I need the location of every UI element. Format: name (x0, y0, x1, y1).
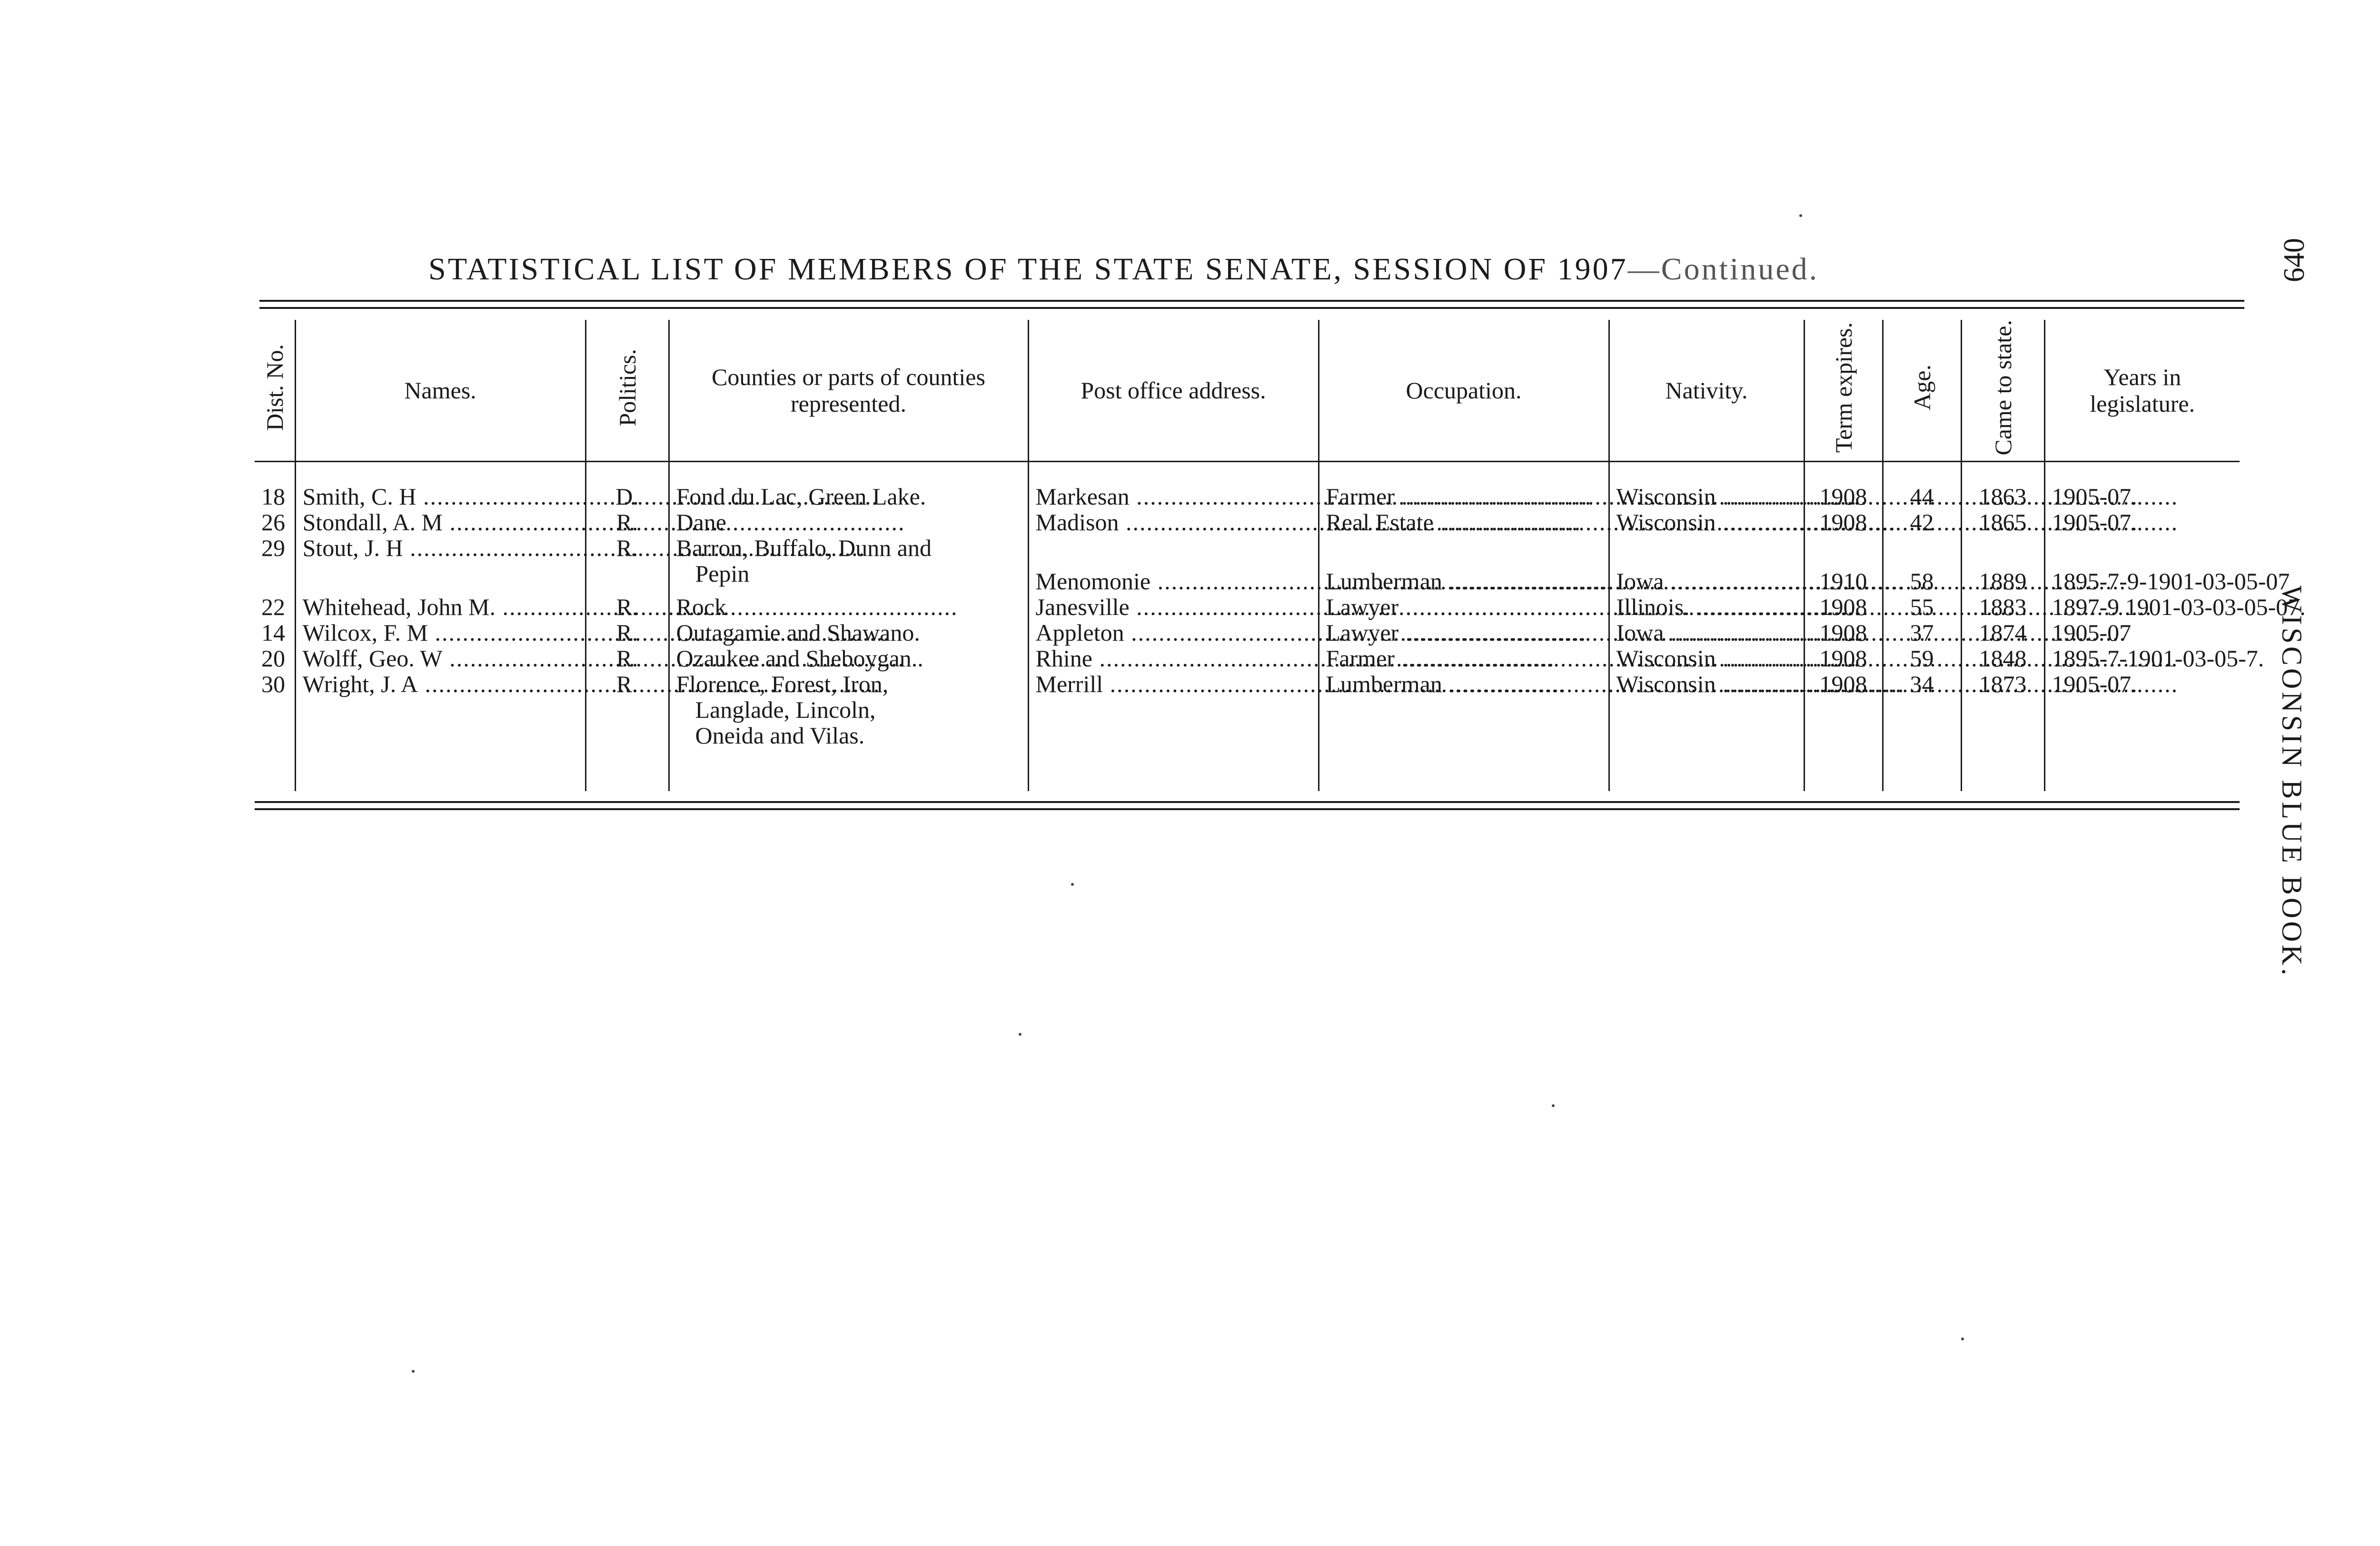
years-in-legislature-cell: 1895-7-1901-03-05-7. (2044, 645, 2240, 671)
name-cell: Whitehead, John M. ..... (295, 594, 585, 620)
print-speck (412, 1370, 415, 1373)
came-to-state-cell: 1883 (1961, 594, 2044, 620)
name-cell: Stondall, A. M ..... (295, 509, 585, 535)
age-cell: 59 (1883, 645, 1961, 671)
dist-no-cell: 22 (261, 593, 285, 620)
header-names: Names. (295, 320, 585, 461)
politics-cell: R. (585, 509, 669, 535)
nativity-cell: Wisconsin ..... (1609, 671, 1804, 791)
came-to-state-cell: 1848 (1961, 645, 2044, 671)
occupation-cell: Farmer ..... (1319, 645, 1609, 671)
occupation-cell: Farmer ..... (1319, 461, 1609, 509)
years-in-legislature-cell: 1897-9 1901-03-03-05-07. (2044, 594, 2240, 620)
dist-no-cell: 14 (261, 619, 285, 646)
post-office-cell: Markesan ..... (1028, 461, 1319, 509)
bottom-rule-inner (255, 808, 2240, 810)
name-cell: Wolff, Geo. W ..... (295, 645, 585, 671)
occupation-cell: Lumberman ..... (1319, 671, 1609, 791)
occupation-cell: Lawyer ..... (1319, 594, 1609, 620)
table-row (255, 645, 2240, 671)
nativity-cell: Wisconsin ..... (1609, 645, 1804, 671)
table-title (428, 251, 2047, 287)
came-to-state-cell: 1863 (1961, 461, 2044, 509)
nativity-cell: Wisconsin ..... (1609, 461, 1804, 509)
nativity-cell: Iowa ..... (1609, 620, 1804, 645)
header-post-office: Post office address. (1028, 320, 1319, 461)
header-term-expires: Term expires. (1804, 320, 1883, 461)
title-main: STATISTICAL LIST OF MEMBERS OF THE STATE SENATE, SESSION OF 1907 (428, 252, 1628, 287)
counties-line: Langlade, Lincoln, (695, 696, 876, 723)
name-cell: Stout, J. H ..... (295, 535, 585, 594)
header-years-in-legislature: Years in legislature. (2044, 320, 2240, 461)
politics-cell: R. (585, 645, 669, 671)
header-occupation: Occupation. (1319, 320, 1609, 461)
page-number: 640 (2278, 238, 2311, 282)
nativity-cell: Wisconsin ..... (1609, 509, 1804, 535)
name-cell: Wilcox, F. M ..... (295, 620, 585, 645)
age-cell: 55 (1883, 594, 1961, 620)
term-expires-cell: 1908 (1804, 509, 1883, 535)
print-speck (1071, 883, 1074, 886)
post-office-cell: Merrill ..... (1028, 671, 1319, 791)
dist-no-cell: 29 (261, 534, 285, 561)
politics-cell: R. (585, 620, 669, 645)
years-in-legislature-cell: 1905-07. (2044, 509, 2240, 535)
counties-line: Florence, Forest, Iron, (676, 670, 889, 697)
term-expires-cell: 1910 (1804, 535, 1883, 594)
politics-cell: R. (585, 594, 669, 620)
politics-cell: R. (585, 671, 669, 791)
counties-line: Dane (676, 508, 726, 535)
name-cell: Wright, J. A ..... (295, 671, 585, 791)
counties-line: Fond du Lac, Green Lake. (676, 483, 926, 510)
print-speck (1799, 214, 1802, 217)
term-expires-cell: 1908 (1804, 461, 1883, 509)
came-to-state-cell: 1874 (1961, 620, 2044, 645)
header-nativity: Nativity. (1609, 320, 1804, 461)
post-office-cell: Rhine ..... (1028, 645, 1319, 671)
occupation-cell: Lawyer ..... (1319, 620, 1609, 645)
name-cell: Smith, C. H ..... (295, 461, 585, 509)
came-to-state-cell: 1889 (1961, 535, 2044, 594)
age-cell: 58 (1883, 535, 1961, 594)
bottom-rule (255, 801, 2240, 803)
nativity-cell: Illinois. ..... (1609, 594, 1804, 620)
table-row (255, 594, 2240, 620)
counties-line: Rock (676, 593, 727, 620)
term-expires-cell: 1908 (1804, 671, 1883, 791)
years-in-legislature-cell: 1905-07. (2044, 461, 2240, 509)
senate-members-table (255, 320, 2306, 791)
counties-line: Pepin (695, 560, 750, 587)
top-rule-inner (259, 307, 2244, 309)
post-office-cell: Menomonie ..... (1028, 535, 1319, 594)
post-office-cell: Madison ..... (1028, 509, 1319, 535)
post-office-cell: Janesville ..... (1028, 594, 1319, 620)
print-speck (1552, 1104, 1555, 1107)
print-speck (1019, 1033, 1021, 1036)
politics-cell: R. (585, 535, 669, 594)
header-politics: Politics. (585, 320, 669, 461)
print-speck (1961, 1338, 1964, 1340)
counties-cell (669, 535, 1028, 594)
counties-line: Barron, Buffalo, Dunn and (676, 534, 932, 561)
header-counties: Counties or parts of counties represented. (669, 320, 1028, 461)
politics-cell: D. (585, 461, 669, 509)
counties-cell (669, 645, 1028, 671)
age-cell: 42 (1883, 509, 1961, 535)
counties-line: Outagamie and Shawano. (676, 619, 920, 646)
counties-line: Oneida and Vilas. (695, 722, 865, 749)
term-expires-cell: 1908 (1804, 645, 1883, 671)
came-to-state-cell: 1865 (1961, 509, 2044, 535)
table-row (255, 509, 2240, 535)
running-head: WISCONSIN BLUE BOOK. (2276, 585, 2308, 978)
age-cell: 44 (1883, 461, 1961, 509)
top-rule (259, 300, 2244, 302)
counties-line: Ozaukee and Sheboygan.. (676, 644, 923, 672)
header-age: Age. (1883, 320, 1961, 461)
header-row (255, 320, 2240, 461)
dist-no-cell: 18 (261, 483, 285, 510)
years-in-legislature-cell: 1895-7-9-1901-03-05-07 (2044, 535, 2240, 594)
dist-no-cell: 26 (261, 508, 285, 535)
age-cell: 37 (1883, 620, 1961, 645)
came-to-state-cell: 1873 (1961, 671, 2044, 791)
counties-cell (669, 461, 1028, 509)
term-expires-cell: 1908 (1804, 620, 1883, 645)
title-continued: —Continued. (1627, 252, 1819, 287)
header-came-to-state: Came to state. (1961, 320, 2044, 461)
counties-cell (669, 620, 1028, 645)
years-in-legislature-cell: 1905-07. (2044, 671, 2240, 791)
table-row (255, 461, 2240, 509)
nativity-cell: Iowa ..... (1609, 535, 1804, 594)
years-in-legislature-cell: 1905-07 (2044, 620, 2240, 645)
occupation-cell: Real Estate ..... (1319, 509, 1609, 535)
table-row (255, 535, 2240, 594)
age-cell: 34 (1883, 671, 1961, 791)
post-office-cell: Appleton ..... (1028, 620, 1319, 645)
table-row (255, 671, 2240, 791)
table-row (255, 620, 2240, 645)
term-expires-cell: 1908 (1804, 594, 1883, 620)
dist-no-cell: 20 (261, 644, 285, 672)
occupation-cell: Lumberman ..... (1319, 535, 1609, 594)
header-dist-no: Dist. No. (255, 320, 295, 461)
dist-no-cell: 30 (261, 670, 285, 697)
table-body (255, 461, 2306, 791)
counties-cell (669, 671, 1028, 791)
